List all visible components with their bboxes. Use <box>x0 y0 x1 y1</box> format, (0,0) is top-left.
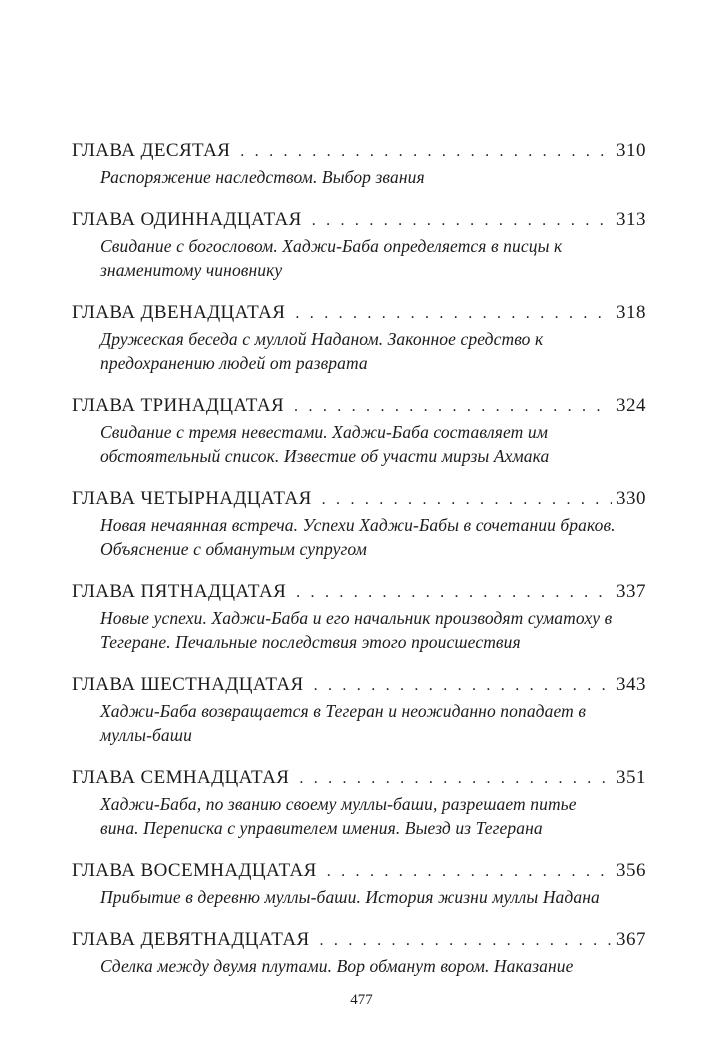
toc-heading-line <box>72 485 646 513</box>
dot-leader <box>314 672 612 700</box>
dot-leader <box>312 207 612 235</box>
dot-leader <box>322 486 612 514</box>
toc-heading-line <box>72 857 646 885</box>
toc-entry <box>72 392 646 468</box>
chapter-summary: Свидание с тремя невестами. Хаджи-Баба составляет им обстоятельный список. Известие об участи мирзы Ахмака <box>100 422 550 466</box>
chapter-title: ГЛАВА ЧЕТЫРНАДЦАТАЯ <box>72 488 312 509</box>
page-number: 356 <box>616 860 646 881</box>
page-number: 337 <box>616 581 646 602</box>
chapter-title: ГЛАВА ДЕВЯТНАДЦАТАЯ <box>72 929 310 950</box>
chapter-title: ГЛАВА ТРИНАДЦАТАЯ <box>72 395 285 416</box>
toc-heading-line <box>72 206 646 234</box>
chapter-summary: Прибытие в деревню муллы-баши. История жизни муллы Надана <box>100 887 600 907</box>
page-number: 367 <box>616 929 646 950</box>
toc-entry <box>72 671 646 747</box>
toc-heading-line <box>72 578 646 606</box>
toc-entry <box>72 137 646 189</box>
chapter-summary: Распоряжение наследством. Выбор звания <box>100 167 425 187</box>
chapter-summary: Хаджи-Баба, по званию своему муллы-баши, разрешает питье вина. Переписка с управителем имения. Выезд из Тегерана <box>100 794 577 838</box>
chapter-summary: Новая нечаянная встреча. Успехи Хаджи-Бабы в сочетании браков. Объяснение с обманутым супругом <box>100 515 616 559</box>
dot-leader <box>320 927 612 955</box>
chapter-title: ГЛАВА ПЯТНАДЦАТАЯ <box>72 581 287 602</box>
toc-entry <box>72 578 646 654</box>
chapter-summary: Дружеская беседа с муллой Наданом. Законное средство к предохранению людей от разврата <box>100 329 544 373</box>
toc-entry <box>72 485 646 561</box>
dot-leader <box>299 765 612 793</box>
chapter-summary: Свидание с богословом. Хаджи-Баба определяется в писцы к знаменитому чиновнику <box>100 236 563 280</box>
toc-heading-line <box>72 926 646 954</box>
toc-entry <box>72 857 646 909</box>
page-folio-number: 477 <box>350 992 373 1008</box>
toc-heading-line <box>72 392 646 420</box>
chapter-title: ГЛАВА ШЕСТНАДЦАТАЯ <box>72 674 304 695</box>
toc-entry <box>72 926 646 978</box>
chapter-title: ГЛАВА ВОСЕМНАДЦАТАЯ <box>72 860 317 881</box>
toc-heading-line <box>72 137 646 165</box>
dot-leader <box>327 858 612 886</box>
chapter-title: ГЛАВА ОДИННАДЦАТАЯ <box>72 209 302 230</box>
page-number: 330 <box>616 488 646 509</box>
toc-heading-line <box>72 671 646 699</box>
dot-leader <box>294 393 612 421</box>
toc-heading-line <box>72 299 646 327</box>
table-of-contents <box>72 137 646 995</box>
dot-leader <box>296 579 612 607</box>
dot-leader <box>240 138 612 166</box>
chapter-title: ГЛАВА ДВЕНАДЦАТАЯ <box>72 302 286 323</box>
page-number: 324 <box>616 395 646 416</box>
chapter-summary: Сделка между двумя плутами. Вор обманут вором. Наказание <box>100 956 574 976</box>
toc-entry <box>72 206 646 282</box>
page-number: 351 <box>616 767 646 788</box>
page-number: 343 <box>616 674 646 695</box>
chapter-summary: Новые успехи. Хаджи-Баба и его начальник производят суматоху в Тегеране. Печальные последствия этого происшествия <box>100 608 613 652</box>
chapter-title: ГЛАВА СЕМНАДЦАТАЯ <box>72 767 290 788</box>
page-number: 313 <box>616 209 646 230</box>
toc-entry <box>72 299 646 375</box>
page-number: 310 <box>616 140 646 161</box>
chapter-title: ГЛАВА ДЕСЯТАЯ <box>72 140 231 161</box>
dot-leader <box>295 300 612 328</box>
toc-heading-line <box>72 764 646 792</box>
toc-entry <box>72 764 646 840</box>
page-number: 318 <box>616 302 646 323</box>
chapter-summary: Хаджи-Баба возвращается в Тегеран и неожиданно попадает в муллы-баши <box>100 701 587 745</box>
